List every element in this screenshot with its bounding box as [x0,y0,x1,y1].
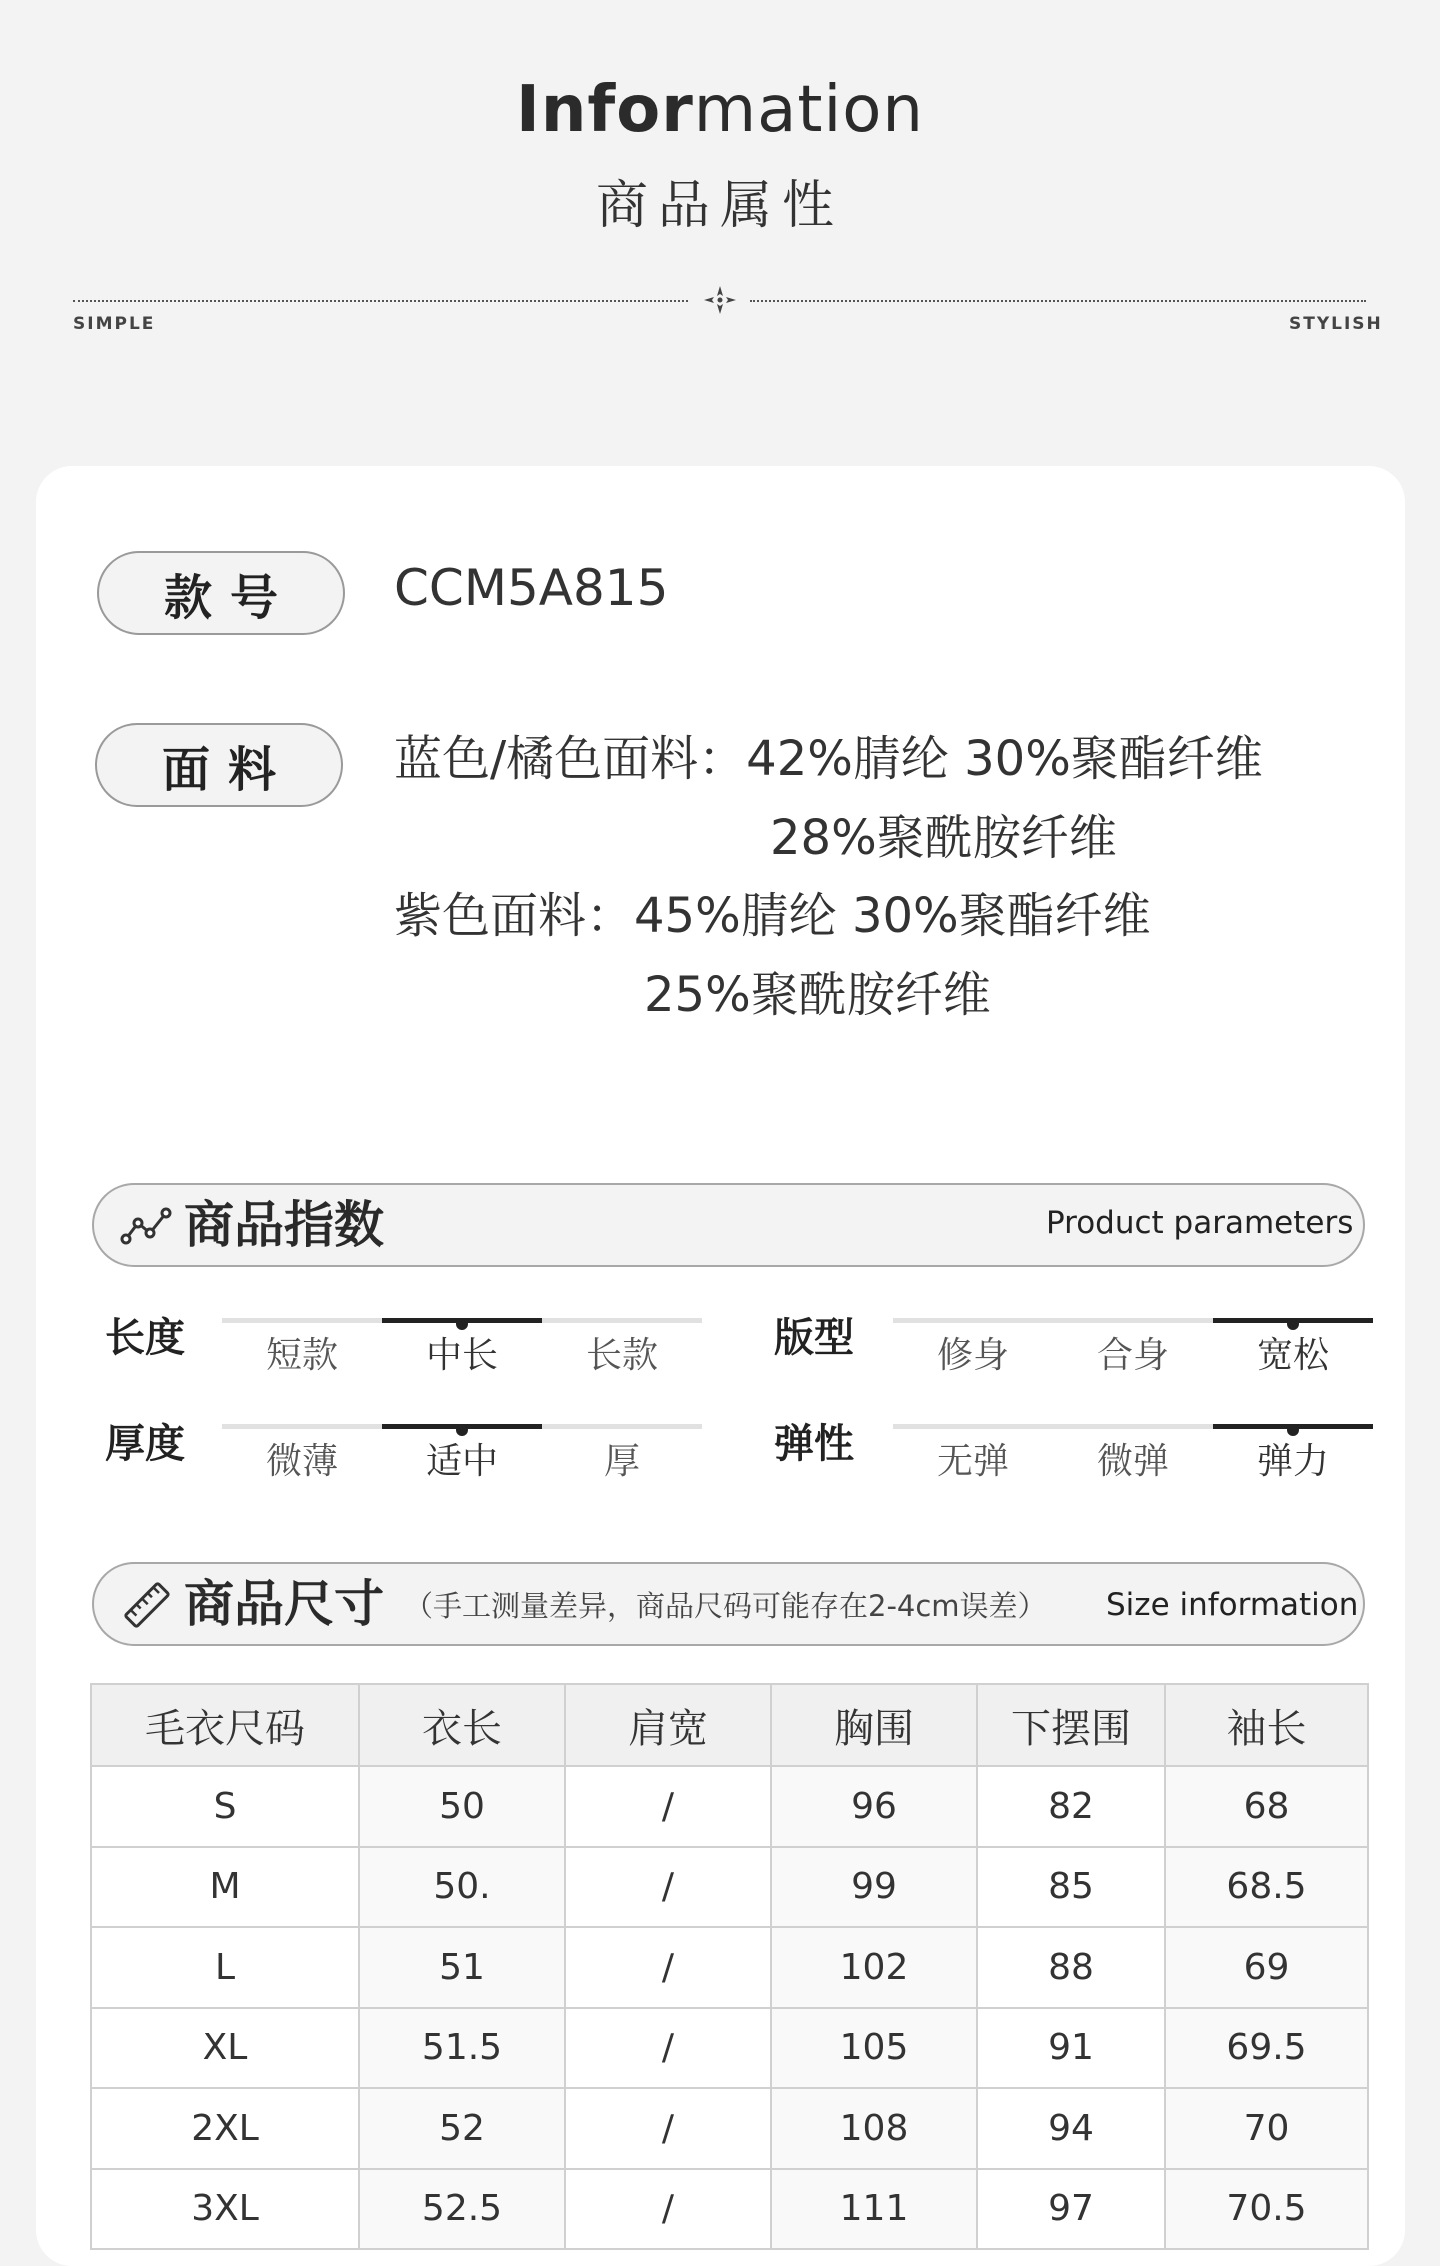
table-cell: 108 [771,2088,977,2169]
divider-line-left [73,300,688,302]
info-heading-light: mation [693,73,924,147]
length-scale-marker [456,1318,468,1330]
fit-label: 版型 [774,1315,854,1361]
table-row [91,2088,1368,2169]
table-cell: 3XL [91,2169,359,2250]
table-cell: 111 [771,2169,977,2250]
table-cell: 105 [771,2008,977,2089]
table-cell: / [565,1927,771,2008]
table-cell: 69 [1165,1927,1368,2008]
table-cell: 50 [359,1766,565,1847]
table-row [91,1847,1368,1928]
table-row [91,2169,1368,2250]
product-parameters-en: Product parameters [1046,1205,1354,1241]
table-cell: 82 [977,1766,1165,1847]
thickness-option-medium: 适中 [425,1441,498,1482]
fit-scale-marker [1287,1318,1299,1330]
table-cell: / [565,2008,771,2089]
fit-option-slim: 修身 [936,1335,1009,1376]
info-subheading: 商品属性 [595,176,844,236]
table-cell: 88 [977,1927,1165,2008]
length-option-long: 长款 [585,1335,658,1376]
fabric-pill: 面料 [95,723,343,807]
product-parameters-title: 商品指数 [184,1196,384,1254]
size-information-en: Size information [1106,1587,1359,1623]
table-cell: XL [91,2008,359,2089]
elasticity-label: 弹性 [774,1421,854,1467]
fabric-line-1: 蓝色/橘色面料：42%腈纶 30%聚酯纤维 [394,731,1263,787]
length-label: 长度 [105,1315,185,1361]
size-information-note: （手工测量差异，商品尺码可能存在2-4cm误差） [404,1589,1047,1623]
info-heading [0,73,1440,147]
thickness-label: 厚度 [105,1421,185,1467]
thickness-option-thin: 微薄 [265,1441,338,1482]
compass-ornament-icon [700,284,740,316]
column-header-size: 毛衣尺码 [91,1684,359,1766]
ruler-icon [120,1578,174,1632]
table-cell: 70 [1165,2088,1368,2169]
table-cell: 69.5 [1165,2008,1368,2089]
table-cell: 97 [977,2169,1165,2250]
table-cell: 68.5 [1165,1847,1368,1928]
table-cell: M [91,1847,359,1928]
size-table [90,1683,1369,2250]
column-header-hem: 下摆围 [977,1684,1165,1766]
table-cell: / [565,2169,771,2250]
fit-option-regular: 合身 [1096,1335,1169,1376]
table-row [91,2008,1368,2089]
elasticity-option-none: 无弹 [936,1441,1009,1482]
table-cell: / [565,1847,771,1928]
fabric-line-4: 25%聚酰胺纤维 [644,967,991,1023]
length-option-short: 短款 [265,1335,338,1376]
trend-line-icon [120,1205,174,1245]
style-number-value: CCM5A815 [394,559,669,617]
thickness-option-thick: 厚 [603,1441,640,1482]
elasticity-option-stretch: 弹力 [1256,1441,1329,1482]
table-cell: 51.5 [359,2008,565,2089]
column-header-length: 衣长 [359,1684,565,1766]
table-cell: / [565,2088,771,2169]
size-information-title: 商品尺寸 [184,1575,384,1633]
table-cell: 91 [977,2008,1165,2089]
elasticity-option-slight: 微弹 [1096,1441,1169,1482]
size-table-header-row [91,1684,1368,1766]
table-cell: 94 [977,2088,1165,2169]
simple-label: SIMPLE [73,314,156,334]
stylish-label: STYLISH [1289,314,1383,334]
table-cell: 51 [359,1927,565,2008]
table-cell: S [91,1766,359,1847]
table-cell: 85 [977,1847,1165,1928]
table-row [91,1927,1368,2008]
fabric-line-3: 紫色面料：45%腈纶 30%聚酯纤维 [394,888,1151,944]
table-cell: 2XL [91,2088,359,2169]
fit-option-loose: 宽松 [1256,1335,1329,1376]
table-cell: 52 [359,2088,565,2169]
column-header-shoulder: 肩宽 [565,1684,771,1766]
thickness-scale-marker [456,1424,468,1436]
column-header-chest: 胸围 [771,1684,977,1766]
table-cell: 96 [771,1766,977,1847]
table-cell: L [91,1927,359,2008]
column-header-sleeve: 袖长 [1165,1684,1368,1766]
table-cell: 68 [1165,1766,1368,1847]
table-cell: 102 [771,1927,977,2008]
fabric-line-2: 28%聚酰胺纤维 [770,810,1117,866]
elasticity-scale-marker [1287,1424,1299,1436]
length-option-mid: 中长 [425,1335,498,1376]
table-cell: 52.5 [359,2169,565,2250]
table-cell: 70.5 [1165,2169,1368,2250]
info-heading-bold: Infor [516,73,694,147]
style-number-pill: 款号 [97,551,345,635]
table-cell: 99 [771,1847,977,1928]
table-row [91,1766,1368,1847]
divider-line-right [750,300,1366,302]
table-cell: 50. [359,1847,565,1928]
table-cell: / [565,1766,771,1847]
